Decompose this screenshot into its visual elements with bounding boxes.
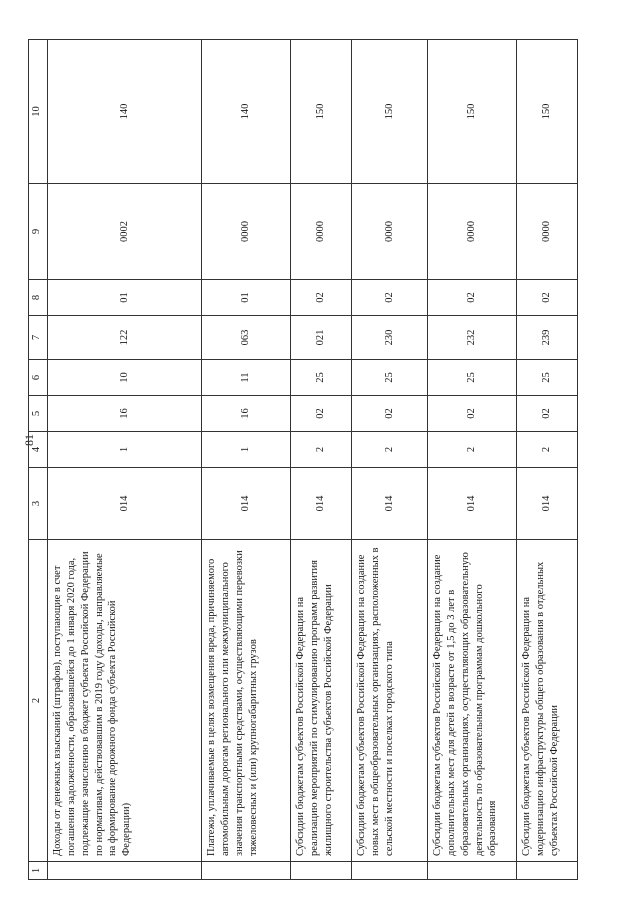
cell-subgroup: 02 [428,396,517,432]
cell-element: 01 [202,280,291,316]
page-number: 81 [22,434,36,446]
col-header-5: 5 [29,396,48,432]
cell-subgroup: 16 [48,396,202,432]
table-row [517,40,578,880]
cell-admin-code: 014 [517,468,578,540]
header-row [29,40,48,880]
table-row [48,40,202,880]
cell-admin-code: 014 [428,468,517,540]
col-header-9: 9 [29,184,48,280]
cell-econ-class: 150 [428,40,517,184]
table-row [202,40,291,880]
cell-subarticle: 021 [291,316,352,360]
cell-group: 2 [428,432,517,468]
cell-article: 11 [202,360,291,396]
table-row [352,40,428,880]
cell-element: 02 [517,280,578,316]
cell-admin-code: 014 [352,468,428,540]
cell-program: 0000 [291,184,352,280]
cell-group: 1 [48,432,202,468]
cell-program: 0000 [202,184,291,280]
col-header-4: 4 [29,432,48,468]
cell-program: 0000 [352,184,428,280]
cell-program: 0002 [48,184,202,280]
cell-description: Субсидии бюджетам субъектов Российской Федерации на реализацию мероприятий по стимулированию программ развития жилищного строительства субъектов Российской Федерации [291,540,352,862]
cell-group: 2 [517,432,578,468]
cell-subgroup: 02 [517,396,578,432]
cell-article: 25 [352,360,428,396]
cell-admin-code: 014 [202,468,291,540]
table-row [291,40,352,880]
cell-description: Платежи, уплачиваемые в целях возмещения вреда, причиняемого автомобильным дорогам регионального или межмуниципального значения транспортными средствами, осуществляющими перевозки тяжеловесных и (или) крупногабаритных грузов [202,540,291,862]
cell-index [517,862,578,880]
cell-description: Субсидии бюджетам субъектов Российской Федерации на создание новых мест в общеобразовательных организациях, расположенных в сельской местности и поселках городского типа [352,540,428,862]
cell-econ-class: 150 [291,40,352,184]
cell-index [291,862,352,880]
col-header-3: 3 [29,468,48,540]
cell-article: 25 [428,360,517,396]
cell-subarticle: 063 [202,316,291,360]
cell-econ-class: 140 [202,40,291,184]
cell-description: Субсидии бюджетам субъектов Российской Федерации на модернизацию инфраструктуры общего образования в отдельных субъектах Российской Федерации [517,540,578,862]
cell-index [352,862,428,880]
col-header-6: 6 [29,360,48,396]
cell-group: 2 [291,432,352,468]
cell-econ-class: 150 [517,40,578,184]
cell-element: 02 [428,280,517,316]
col-header-10: 10 [29,40,48,184]
cell-admin-code: 014 [48,468,202,540]
cell-admin-code: 014 [291,468,352,540]
cell-index [428,862,517,880]
cell-element: 02 [352,280,428,316]
cell-index [48,862,202,880]
cell-subarticle: 239 [517,316,578,360]
col-header-7: 7 [29,316,48,360]
col-header-8: 8 [29,280,48,316]
col-header-2: 2 [29,540,48,862]
cell-subarticle: 230 [352,316,428,360]
cell-element: 02 [291,280,352,316]
rotated-table-container [28,40,588,880]
cell-subgroup: 02 [291,396,352,432]
cell-econ-class: 150 [352,40,428,184]
cell-subarticle: 122 [48,316,202,360]
cell-program: 0000 [517,184,578,280]
cell-econ-class: 140 [48,40,202,184]
col-header-1: 1 [29,862,48,880]
cell-article: 10 [48,360,202,396]
cell-index [202,862,291,880]
cell-description: Доходы от денежных взысканий (штрафов), поступающие в счет погашения задолженности, образовавшейся до 1 января 2020 года, подлежащие зачислению в бюджет субъекта Российской Федерации по нормативам, действовавшим в 2019 году (доходы, направляемые на формирование дорожного фонда субъекта Российской Федерации) [48,540,202,862]
cell-article: 25 [517,360,578,396]
cell-subgroup: 16 [202,396,291,432]
cell-element: 01 [48,280,202,316]
cell-group: 1 [202,432,291,468]
cell-subgroup: 02 [352,396,428,432]
cell-group: 2 [352,432,428,468]
cell-program: 0000 [428,184,517,280]
cell-subarticle: 232 [428,316,517,360]
table-row [428,40,517,880]
budget-codes-table [28,39,578,880]
cell-description: Субсидии бюджетам субъектов Российской Федерации на создание дополнительных мест для детей в возрасте от 1,5 до 3 лет в образовательных организациях, осуществляющих образовательную деятельность по образовательным программам дошкольного образования [428,540,517,862]
cell-article: 25 [291,360,352,396]
